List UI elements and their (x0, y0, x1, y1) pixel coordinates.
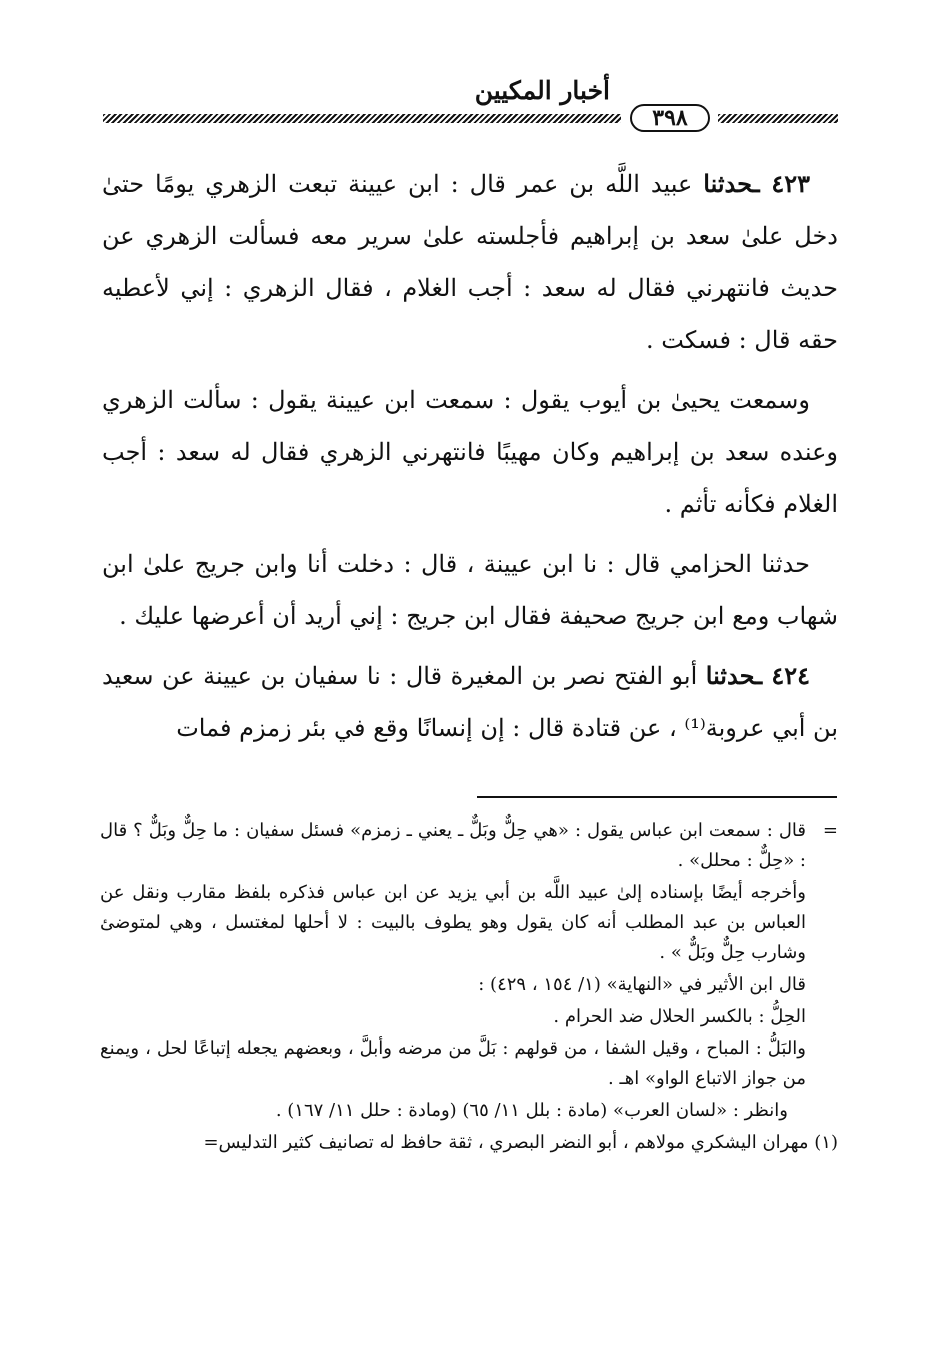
main-text (102, 158, 838, 754)
page-number-badge: ٣٩٨ (630, 104, 710, 132)
hadith-lead-word: حدثنا (705, 661, 756, 690)
footnote-line: والبَلُّ : المباح ، وقيل الشفا ، من قولهم : بَلَّ من مرضه وأبلَّ ، وبعضهم يجعله إتباعًا لحل ، ويمنع من جواز الاتباع الواو» اهـ . (100, 1038, 806, 1089)
hadith-number: ٤٢٣ ـ (752, 169, 810, 198)
footnote-line: وأخرجه أيضًا بإسناده إلىٰ عبيد اللَّه بن أبي يزيد عن ابن عباس فذكره بلفظ مقارب ونقل عن العباس بن عبد المطلب أنه كان يقول وهو يطوف بالبيت : لا أحلها لمغتسل ، وهي لمتوضئ وشارب حِلٌّ وبَلٌّ » . (100, 882, 806, 963)
footnotes (100, 816, 838, 1160)
footnote-line: وانظر : «لسان العرب» (مادة : بلل ١١/ ٦٥) (ومادة : حلل ١١/ ١٦٧) . (275, 1100, 788, 1121)
hadith-number: ٤٢٤ ـ (755, 661, 810, 690)
paragraph (102, 538, 838, 642)
running-title: أخبار المكيين (474, 76, 610, 105)
footnote-line: قال ابن الأثير في «النهاية» (١/ ١٥٤ ، ٤٢٩) : (478, 974, 806, 995)
header-rule-right (718, 114, 838, 123)
footnote-separator (477, 796, 837, 798)
paragraph-text: وسمعت يحيىٰ بن أيوب يقول : سمعت ابن عيينة يقول : سألت الزهري وعنده سعد بن إبراهيم وكان مهيبًا فانتهرني الزهري فقال له سعد : أجب الغلام فكأنه تأثم . (102, 386, 838, 518)
footnote-line: = قال : سمعت ابن عباس يقول : «هي حِلٌّ وبَلٌّ ـ يعني ـ زمزم» فسئل سفيان : ما حِلٌّ وبَلٌّ ؟ قال : «حِلٌّ : محلل» . (100, 816, 838, 876)
paragraph (102, 374, 838, 530)
paragraph-text: أبو الفتح نصر بن المغيرة قال : نا سفيان بن عيينة عن سعيد بن أبي عروبة⁽¹⁾ ، عن قتادة قال : إن إنسانًا وقع في بئر زمزم فمات (102, 662, 838, 742)
hadith-paragraph (102, 650, 838, 754)
paragraph-text: عبيد اللَّه بن عمر قال : ابن عيينة تبعت الزهري يومًا حتىٰ دخل علىٰ سعد بن إبراهيم فأجلسته علىٰ سرير معه فسألت الزهري عن حديث فانتهرني فقال له سعد : أجب الغلام ، فقال الزهري : إني لأعطيه حقه قال : فسكت . (102, 170, 838, 354)
hadith-lead-word: حدثنا (703, 169, 753, 198)
footnote-numbered: (١) مهران اليشكري مولاهم ، أبو النضر البصري ، ثقة حافظ له تصانيف كثير التدليس= (203, 1132, 838, 1153)
hadith-paragraph (102, 158, 838, 366)
footnote-line: الحِلُّ : بالكسر الحلال ضد الحرام . (553, 1006, 806, 1027)
paragraph-text: حدثنا الحزامي قال : نا ابن عيينة ، قال : دخلت أنا وابن جريج علىٰ ابن شهاب ومع ابن جريج صحيفة فقال ابن جريج : إني أريد أن أعرضها عليك . (102, 550, 838, 630)
header-rule-left (103, 114, 621, 123)
continuation-marker: = (822, 820, 838, 841)
